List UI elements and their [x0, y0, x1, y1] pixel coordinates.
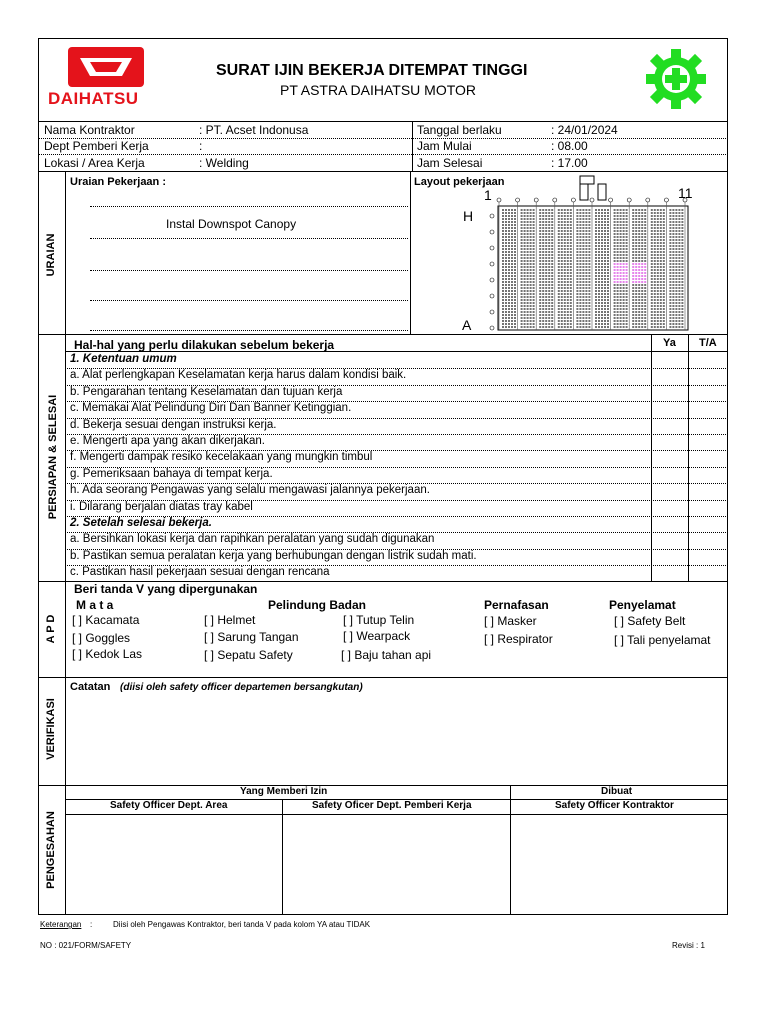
- checkbox-ya[interactable]: [652, 549, 687, 565]
- company-name: PT ASTRA DAIHATSU MOTOR: [280, 82, 477, 98]
- checkbox-ta[interactable]: [689, 434, 727, 450]
- apd-kedok-las[interactable]: [ ] Kedok Las: [72, 647, 143, 661]
- sign-col-area: Safety Officer Dept. Area: [110, 800, 228, 811]
- divider: [38, 677, 728, 678]
- divider: [65, 351, 728, 352]
- checkbox-ta[interactable]: [689, 450, 727, 466]
- divider: [410, 171, 411, 334]
- divider: [412, 121, 413, 171]
- checkbox-ta[interactable]: [689, 549, 727, 565]
- sign-col-pemberi: Safety Oficer Dept. Pemberi Kerja: [312, 800, 472, 811]
- keterangan-colon: :: [90, 920, 93, 929]
- checkbox-ya[interactable]: [652, 385, 687, 401]
- persiapan-item: i. Dilarang berjalan diatas tray kabel: [70, 500, 253, 513]
- signature-box-kontraktor[interactable]: [511, 815, 727, 914]
- dotted-line: [90, 300, 408, 301]
- persiapan-subheading: 2. Setelah selesai bekerja.: [70, 517, 212, 529]
- checkbox-ta[interactable]: [689, 401, 727, 417]
- apd-sarung-tangan[interactable]: [ ] Sarung Tangan: [204, 630, 299, 644]
- checkbox-ta[interactable]: [689, 385, 727, 401]
- checkbox-ta[interactable]: [689, 418, 727, 434]
- keterangan-label: Keterangan: [40, 920, 82, 929]
- sign-col-kontraktor: Safety Officer Kontraktor: [555, 800, 674, 811]
- info-value-kontraktor[interactable]: : PT. Acset Indonusa: [199, 123, 309, 137]
- yang-memberi-izin: Yang Memberi Izin: [240, 786, 328, 797]
- catatan-label: Catatan: [70, 681, 111, 693]
- layout-plan-drawing: [478, 174, 692, 332]
- revision: Revisi : 1: [672, 941, 705, 950]
- section-label-apd: A P D: [45, 614, 57, 644]
- dotted-line: [90, 206, 408, 207]
- checkbox-ta[interactable]: [689, 483, 727, 499]
- persiapan-item: e. Mengerti apa yang akan dikerjakan.: [70, 435, 265, 447]
- checkbox-ta[interactable]: [689, 532, 727, 548]
- persiapan-item: a. Bersihkan lokasi kerja dan rapihkan peralatan yang sudah digunakan: [70, 533, 435, 546]
- apd-heading: Beri tanda V yang dipergunakan: [74, 582, 258, 596]
- apd-kacamata[interactable]: [ ] Kacamata: [72, 613, 140, 627]
- persiapan-item: d. Bekerja sesuai dengan instruksi kerja.: [70, 418, 277, 431]
- apd-tutup-telinga[interactable]: [ ] Tutup Telin: [343, 613, 415, 627]
- doc-number: NO : 021/FORM/SAFETY: [40, 941, 132, 950]
- info-label-jam-selesai: Jam Selesai: [417, 156, 483, 170]
- persiapan-item: c. Memakai Alat Pelindung Diri Dan Banner Ketinggian.: [70, 402, 352, 415]
- persiapan-item: g. Pemeriksaan bahaya di tempat kerja.: [70, 467, 273, 480]
- apd-baju-tahan-api[interactable]: [ ] Baju tahan api: [341, 648, 432, 662]
- safety-gear-icon: [638, 47, 714, 111]
- info-label-lokasi: Lokasi / Area Kerja: [44, 156, 145, 170]
- daihatsu-logo: [46, 44, 170, 110]
- apd-tali-penyelamat[interactable]: [ ] Tali penyelamat: [614, 633, 711, 647]
- info-value-jam-selesai[interactable]: : 17.00: [551, 156, 588, 170]
- section-label-pengesahan: PENGESAHAN: [45, 811, 57, 889]
- persiapan-item: f. Mengerti dampak resiko kecelakaan yang mungkin timbul: [70, 451, 373, 464]
- persiapan-item: h. Ada seorang Pengawas yang selalu mengawasi jalannya pekerjaan.: [70, 484, 430, 497]
- dotted-line: [90, 238, 408, 239]
- layout-label-11: 11: [678, 185, 693, 201]
- layout-label-a: A: [462, 317, 472, 333]
- apd-helmet[interactable]: [ ] Helmet: [204, 613, 256, 627]
- checkbox-ya[interactable]: [652, 450, 687, 466]
- layout-label-h: H: [463, 208, 474, 224]
- apd-respirator[interactable]: [ ] Respirator: [484, 632, 553, 646]
- form-title: SURAT IJIN BEKERJA DITEMPAT TINGGI: [216, 62, 528, 79]
- section-label-verifikasi: VERIFIKASI: [45, 698, 57, 760]
- apd-masker[interactable]: [ ] Masker: [484, 614, 537, 628]
- persiapan-item: c. Pastikan hasil pekerjaan sesuai dengan rencana: [70, 566, 330, 579]
- section-label-persiapan: PERSIAPAN & SELESAI: [47, 394, 59, 520]
- checkbox-ya[interactable]: [652, 434, 687, 450]
- apd-col-selamat: Penyelamat: [609, 598, 676, 612]
- info-value-tanggal[interactable]: : 24/01/2024: [551, 123, 618, 137]
- catatan-area[interactable]: [66, 697, 726, 785]
- persiapan-item: b. Pastikan semua peralatan kerja yang berhubungan dengan listrik sudah mati.: [70, 549, 477, 562]
- checkbox-ya[interactable]: [652, 483, 687, 499]
- checkbox-ya[interactable]: [652, 532, 687, 548]
- apd-col-mata: M a t a: [76, 598, 114, 612]
- persiapan-subheading: 1. Ketentuan umum: [70, 353, 177, 365]
- signature-box-pemberi[interactable]: [283, 815, 509, 914]
- info-label-tanggal: Tanggal berlaku: [417, 123, 502, 137]
- checkbox-ya[interactable]: [652, 418, 687, 434]
- apd-sepatu-safety[interactable]: [ ] Sepatu Safety: [204, 648, 293, 662]
- apd-col-badan: Pelindung Badan: [268, 598, 367, 612]
- divider: [65, 171, 66, 915]
- apd-wearpack[interactable]: [ ] Wearpack: [343, 629, 411, 643]
- dotted-line: [90, 270, 408, 271]
- apd-col-napas: Pernafasan: [484, 598, 549, 612]
- checkbox-ya[interactable]: [652, 565, 687, 581]
- checkbox-ya[interactable]: [652, 368, 687, 384]
- checkbox-ya[interactable]: [652, 500, 687, 516]
- checkbox-ta[interactable]: [689, 368, 727, 384]
- persiapan-item: a. Alat perlengkapan Keselamatan kerja harus dalam kondisi baik.: [70, 369, 407, 382]
- checkbox-ta[interactable]: [689, 467, 727, 483]
- info-label-jam-mulai: Jam Mulai: [417, 139, 472, 153]
- checkbox-ta[interactable]: [689, 500, 727, 516]
- col-ya: Ya: [663, 337, 676, 349]
- divider: [38, 334, 728, 335]
- info-value-jam-mulai[interactable]: : 08.00: [551, 139, 588, 153]
- apd-goggles[interactable]: [ ] Goggles: [72, 631, 131, 645]
- apd-safety-belt[interactable]: [ ] Safety Belt: [614, 614, 686, 628]
- layout-heading: Layout pekerjaan: [414, 176, 505, 188]
- checkbox-ya[interactable]: [652, 467, 687, 483]
- catatan-note: (diisi oleh safety officer departemen bersangkutan): [120, 682, 363, 693]
- logo-text: DAIHATSU: [48, 89, 139, 108]
- uraian-text[interactable]: Instal Downspot Canopy: [166, 217, 297, 231]
- divider: [38, 154, 728, 155]
- checkbox-ya[interactable]: [652, 401, 687, 417]
- dibuat-label: Dibuat: [601, 786, 633, 797]
- keterangan-text: Diisi oleh Pengawas Kontraktor, beri tanda V pada kolom YA atau TIDAK: [113, 920, 371, 929]
- layout-label-1: 1: [484, 187, 492, 203]
- persiapan-heading: Hal-hal yang perlu dilakukan sebelum bekerja: [74, 338, 335, 352]
- info-label-kontraktor: Nama Kontraktor: [44, 123, 135, 137]
- divider: [38, 121, 728, 122]
- info-value-lokasi[interactable]: : Welding: [199, 156, 249, 170]
- persiapan-item: b. Pengarahan tentang Keselamatan dan tujuan kerja: [70, 385, 343, 398]
- col-ta: T/A: [699, 337, 717, 349]
- dotted-line: [90, 330, 408, 331]
- uraian-heading: Uraian Pekerjaan :: [70, 176, 166, 188]
- info-value-dept[interactable]: :: [199, 139, 203, 153]
- info-label-dept: Dept Pemberi Kerja: [44, 139, 149, 153]
- signature-box-area[interactable]: [66, 815, 281, 914]
- divider: [38, 171, 728, 172]
- checkbox-ta[interactable]: [689, 565, 727, 581]
- section-label-uraian: URAIAN: [45, 233, 57, 277]
